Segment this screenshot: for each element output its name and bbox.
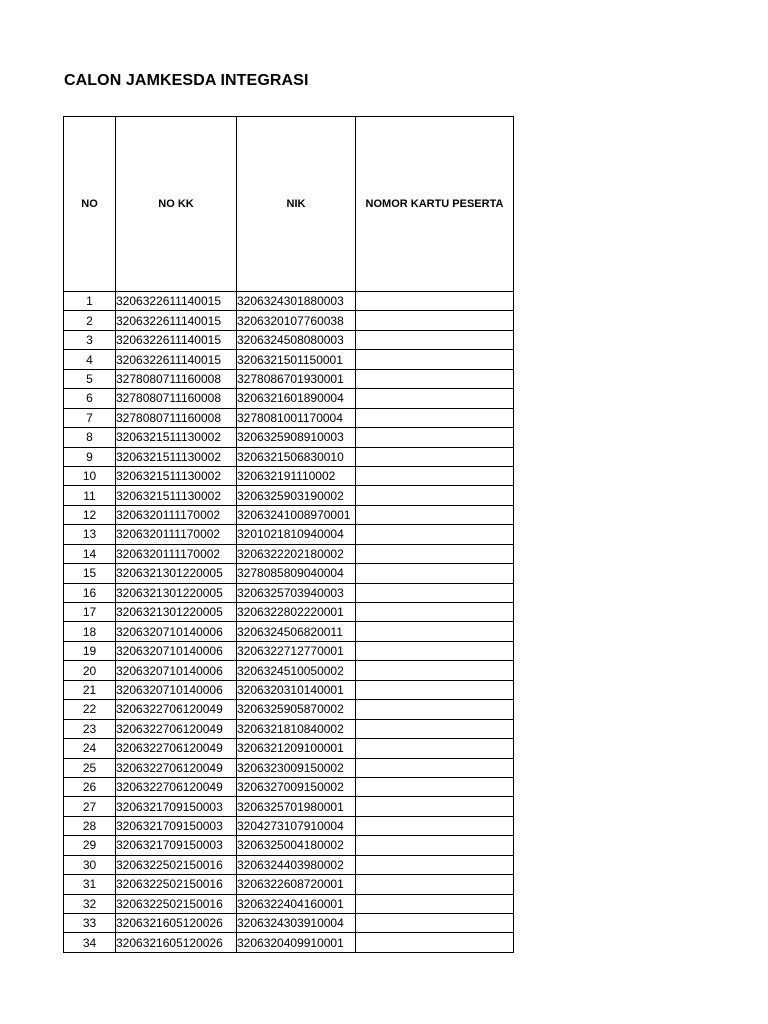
cell-nomor-kartu [356, 622, 514, 641]
table-row [64, 408, 514, 427]
cell-nik: 3206322404160001 [237, 894, 356, 913]
cell-nik: 3206324506820011 [237, 622, 356, 641]
header-nomor-kartu-peserta: NOMOR KARTU PESERTA [356, 117, 514, 292]
cell-no-kk: 3206322706120049 [116, 739, 237, 758]
table-row [64, 855, 514, 874]
participant-table [63, 116, 514, 953]
cell-nik: 3206325701980001 [237, 797, 356, 816]
table-row [64, 583, 514, 602]
cell-no-kk: 3206322502150016 [116, 894, 237, 913]
table-row [64, 777, 514, 796]
cell-no: 22 [64, 700, 116, 719]
cell-nomor-kartu [356, 544, 514, 563]
cell-no: 1 [64, 292, 116, 311]
cell-no: 5 [64, 369, 116, 388]
cell-nomor-kartu [356, 408, 514, 427]
cell-nomor-kartu [356, 330, 514, 349]
cell-nik: 3206324301880003 [237, 292, 356, 311]
cell-no-kk: 3206322611140015 [116, 311, 237, 330]
cell-no-kk: 3206320710140006 [116, 622, 237, 641]
table-row [64, 816, 514, 835]
cell-nomor-kartu [356, 680, 514, 699]
cell-nik: 3206320107760038 [237, 311, 356, 330]
cell-no-kk: 3206322706120049 [116, 700, 237, 719]
cell-nomor-kartu [356, 350, 514, 369]
header-no: NO [64, 117, 116, 292]
cell-nik: 3278081001170004 [237, 408, 356, 427]
cell-nik: 3206325703940003 [237, 583, 356, 602]
cell-nomor-kartu [356, 447, 514, 466]
table-row [64, 428, 514, 447]
cell-nomor-kartu [356, 428, 514, 447]
cell-nik: 3206325905870002 [237, 700, 356, 719]
cell-no-kk: 3206321605120026 [116, 933, 237, 952]
table-body [64, 292, 514, 953]
cell-no: 24 [64, 739, 116, 758]
table-row [64, 739, 514, 758]
cell-nik: 3206320310140001 [237, 680, 356, 699]
cell-no-kk: 3206321301220005 [116, 603, 237, 622]
cell-nomor-kartu [356, 661, 514, 680]
cell-no: 19 [64, 641, 116, 660]
table-row [64, 505, 514, 524]
cell-no-kk: 3206321301220005 [116, 583, 237, 602]
cell-nik: 3206322712770001 [237, 641, 356, 660]
cell-no: 12 [64, 505, 116, 524]
cell-nomor-kartu [356, 641, 514, 660]
cell-no-kk: 3206322611140015 [116, 350, 237, 369]
cell-no: 29 [64, 836, 116, 855]
table-row [64, 544, 514, 563]
cell-nomor-kartu [356, 914, 514, 933]
cell-no: 28 [64, 816, 116, 835]
cell-no: 27 [64, 797, 116, 816]
cell-nomor-kartu [356, 758, 514, 777]
cell-no: 2 [64, 311, 116, 330]
cell-nik: 3206323009150002 [237, 758, 356, 777]
table-row [64, 564, 514, 583]
cell-nomor-kartu [356, 739, 514, 758]
table-row [64, 622, 514, 641]
cell-no-kk: 3206321709150003 [116, 836, 237, 855]
document-title: CALON JAMKESDA INTEGRASI [64, 72, 309, 89]
cell-nomor-kartu [356, 933, 514, 952]
cell-no: 13 [64, 525, 116, 544]
cell-nik: 3206324403980002 [237, 855, 356, 874]
cell-nomor-kartu [356, 816, 514, 835]
cell-no-kk: 3206322611140015 [116, 292, 237, 311]
cell-nomor-kartu [356, 583, 514, 602]
cell-no: 4 [64, 350, 116, 369]
table-row [64, 525, 514, 544]
cell-no-kk: 3278080711160008 [116, 389, 237, 408]
table-row [64, 661, 514, 680]
cell-nik: 3206325903190002 [237, 486, 356, 505]
cell-nomor-kartu [356, 777, 514, 796]
cell-nik: 3206325004180002 [237, 836, 356, 855]
cell-no-kk: 3278080711160008 [116, 369, 237, 388]
cell-no: 10 [64, 466, 116, 485]
cell-no-kk: 3206322706120049 [116, 758, 237, 777]
table-row [64, 836, 514, 855]
cell-nik: 3206321209100001 [237, 739, 356, 758]
table-row [64, 914, 514, 933]
cell-no-kk: 3206320111170002 [116, 544, 237, 563]
cell-no: 30 [64, 855, 116, 874]
cell-no: 6 [64, 389, 116, 408]
cell-no: 33 [64, 914, 116, 933]
cell-no-kk: 3206322611140015 [116, 330, 237, 349]
cell-nomor-kartu [356, 292, 514, 311]
table-row [64, 758, 514, 777]
cell-no: 31 [64, 875, 116, 894]
cell-nomor-kartu [356, 797, 514, 816]
cell-no: 16 [64, 583, 116, 602]
cell-no: 32 [64, 894, 116, 913]
cell-nik: 3206321506830010 [237, 447, 356, 466]
cell-no-kk: 3206321511130002 [116, 447, 237, 466]
table-row [64, 311, 514, 330]
cell-nomor-kartu [356, 719, 514, 738]
cell-nomor-kartu [356, 505, 514, 524]
cell-no-kk: 3206320111170002 [116, 505, 237, 524]
table-row [64, 894, 514, 913]
cell-nik: 3206321810840002 [237, 719, 356, 738]
cell-nik: 3206320409910001 [237, 933, 356, 952]
cell-nik: 3201021810940004 [237, 525, 356, 544]
cell-no-kk: 3206322706120049 [116, 777, 237, 796]
cell-no: 3 [64, 330, 116, 349]
cell-nomor-kartu [356, 836, 514, 855]
cell-no: 14 [64, 544, 116, 563]
cell-nik: 3206322802220001 [237, 603, 356, 622]
cell-nomor-kartu [356, 855, 514, 874]
cell-no-kk: 3206321709150003 [116, 816, 237, 835]
cell-no: 18 [64, 622, 116, 641]
table-row [64, 350, 514, 369]
cell-nomor-kartu [356, 875, 514, 894]
cell-nomor-kartu [356, 311, 514, 330]
cell-nik: 3206324303910004 [237, 914, 356, 933]
cell-no: 23 [64, 719, 116, 738]
header-no-kk: NO KK [116, 117, 237, 292]
cell-nik: 3206321501150001 [237, 350, 356, 369]
table-row [64, 369, 514, 388]
cell-no: 25 [64, 758, 116, 777]
cell-no: 9 [64, 447, 116, 466]
cell-nomor-kartu [356, 700, 514, 719]
cell-nomor-kartu [356, 486, 514, 505]
cell-no: 11 [64, 486, 116, 505]
cell-nik: 3206322608720001 [237, 875, 356, 894]
cell-nik: 3204273107910004 [237, 816, 356, 835]
cell-nik: 32063241008970001 [237, 505, 356, 524]
cell-nomor-kartu [356, 369, 514, 388]
cell-no-kk: 3206322502150016 [116, 855, 237, 874]
table-row [64, 933, 514, 952]
table-row [64, 603, 514, 622]
cell-nik: 3206324508080003 [237, 330, 356, 349]
cell-nik: 3206322202180002 [237, 544, 356, 563]
table-row [64, 447, 514, 466]
header-nik: NIK [237, 117, 356, 292]
table-row [64, 389, 514, 408]
table-row [64, 292, 514, 311]
cell-nomor-kartu [356, 603, 514, 622]
table-row [64, 700, 514, 719]
cell-no-kk: 3206321511130002 [116, 466, 237, 485]
cell-no: 8 [64, 428, 116, 447]
table-row [64, 719, 514, 738]
cell-no-kk: 3206321511130002 [116, 486, 237, 505]
table-row [64, 466, 514, 485]
table-row [64, 330, 514, 349]
cell-nomor-kartu [356, 564, 514, 583]
cell-no-kk: 3206321511130002 [116, 428, 237, 447]
cell-no: 15 [64, 564, 116, 583]
cell-nik: 320632191110002 [237, 466, 356, 485]
cell-no: 20 [64, 661, 116, 680]
cell-nik: 3206325908910003 [237, 428, 356, 447]
cell-nik: 3278086701930001 [237, 369, 356, 388]
cell-no-kk: 3206321605120026 [116, 914, 237, 933]
table-row [64, 486, 514, 505]
cell-no-kk: 3206320710140006 [116, 661, 237, 680]
cell-no: 21 [64, 680, 116, 699]
cell-nomor-kartu [356, 389, 514, 408]
cell-nik: 3278085809040004 [237, 564, 356, 583]
cell-no-kk: 3206320710140006 [116, 641, 237, 660]
cell-no-kk: 3206322502150016 [116, 875, 237, 894]
cell-no-kk: 3206322706120049 [116, 719, 237, 738]
cell-nomor-kartu [356, 525, 514, 544]
cell-no: 7 [64, 408, 116, 427]
cell-no-kk: 3206321709150003 [116, 797, 237, 816]
table-row [64, 641, 514, 660]
cell-no-kk: 3206320111170002 [116, 525, 237, 544]
cell-nik: 3206324510050002 [237, 661, 356, 680]
cell-nik: 3206327009150002 [237, 777, 356, 796]
cell-nomor-kartu [356, 466, 514, 485]
cell-no-kk: 3278080711160008 [116, 408, 237, 427]
table-row [64, 680, 514, 699]
cell-nik: 3206321601890004 [237, 389, 356, 408]
table-header-row [64, 117, 514, 292]
cell-no: 34 [64, 933, 116, 952]
cell-no: 26 [64, 777, 116, 796]
cell-nomor-kartu [356, 894, 514, 913]
table-row [64, 875, 514, 894]
cell-no-kk: 3206321301220005 [116, 564, 237, 583]
table-row [64, 797, 514, 816]
cell-no-kk: 3206320710140006 [116, 680, 237, 699]
cell-no: 17 [64, 603, 116, 622]
